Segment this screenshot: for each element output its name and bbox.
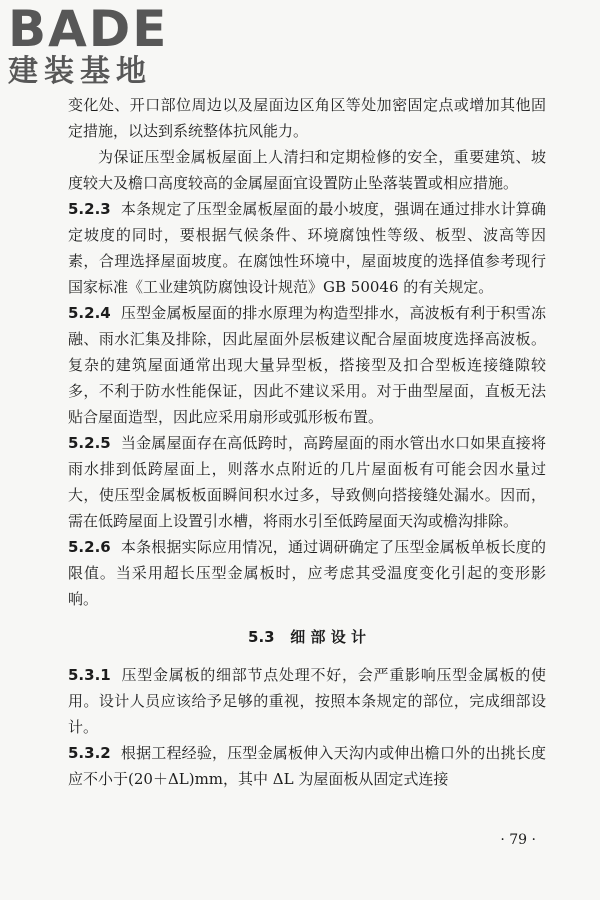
- section-heading: [68, 624, 546, 650]
- paragraph-text: 变化处、开口部位周边以及屋面边区角区等处加密固定点或增加其他固定措施，以达到系统整体抗风能力。: [68, 96, 546, 140]
- clause-number: 5.2.4: [68, 304, 111, 322]
- clause-5-2-3: [68, 196, 546, 300]
- clause-5-3-1: [68, 662, 546, 740]
- clause-number: 5.2.6: [68, 538, 111, 556]
- clause-5-3-2: [68, 740, 546, 792]
- clause-5-2-6: [68, 534, 546, 612]
- clause-text: 根据工程经验，压型金属板伸入天沟内或伸出檐口外的出挑长度应不小于(20＋ΔL)mm，其中 ΔL 为屋面板从固定式连接: [68, 744, 546, 788]
- clause-text: 当金属屋面存在高低跨时，高跨屋面的雨水管出水口如果直接将雨水排到低跨屋面上，则落水点附近的几片屋面板有可能会因水量过大，使压型金属板板面瞬间积水过多，导致侧向搭接缝处漏水。因而，需在低跨屋面上设置引水槽，将雨水引至低跨屋面天沟或檐沟排除。: [68, 434, 546, 530]
- section-title: 细 部 设 计: [290, 628, 366, 646]
- section-number: 5.3: [248, 628, 275, 646]
- page-number: · 79 ·: [500, 832, 536, 848]
- clause-number: 5.3.1: [68, 666, 111, 684]
- clause-5-2-5: [68, 430, 546, 534]
- clause-number: 5.3.2: [68, 744, 111, 762]
- clause-text: 压型金属板屋面的排水原理为构造型排水，高波板有利于积雪冻融、雨水汇集及排除，因此屋面外层板建议配合屋面坡度选择高波板。复杂的建筑屋面通常出现大量异型板，搭接型及扣合型板连接缝隙较多，不利于防水性能保证，因此不建议采用。对于曲型屋面，直板无法贴合屋面造型，因此应采用扇形或弧形板布置。: [68, 304, 546, 426]
- logo-text-cn: 建装基地: [8, 54, 152, 89]
- clause-text: 压型金属板的细部节点处理不好，会严重影响压型金属板的使用。设计人员应该给予足够的重视，按照本条规定的部位，完成细部设计。: [68, 666, 546, 736]
- paragraph-safety: [68, 144, 546, 196]
- paragraph-text: 为保证压型金属板屋面上人清扫和定期检修的安全，重要建筑、坡度较大及檐口高度较高的金属屋面宜设置防止坠落装置或相应措施。: [68, 148, 546, 192]
- paragraph-continuation: [68, 92, 546, 144]
- clause-text: 本条根据实际应用情况，通过调研确定了压型金属板单板长度的限值。当采用超长压型金属板时，应考虑其受温度变化引起的变形影响。: [68, 538, 546, 608]
- bade-logo: [8, 0, 178, 89]
- clause-text: 本条规定了压型金属板屋面的最小坡度，强调在通过排水计算确定坡度的同时，要根据气候条件、环境腐蚀性等级、板型、波高等因素，合理选择屋面坡度。在腐蚀性环境中，屋面坡度的选择值参考现行国家标准《工业建筑防腐蚀设计规范》GB 50046 的有关规定。: [68, 200, 546, 296]
- page-content: [68, 92, 546, 792]
- logo-text-en: BADE: [8, 0, 169, 58]
- clause-number: 5.2.5: [68, 434, 111, 452]
- clause-number: 5.2.3: [68, 200, 111, 218]
- clause-5-2-4: [68, 300, 546, 430]
